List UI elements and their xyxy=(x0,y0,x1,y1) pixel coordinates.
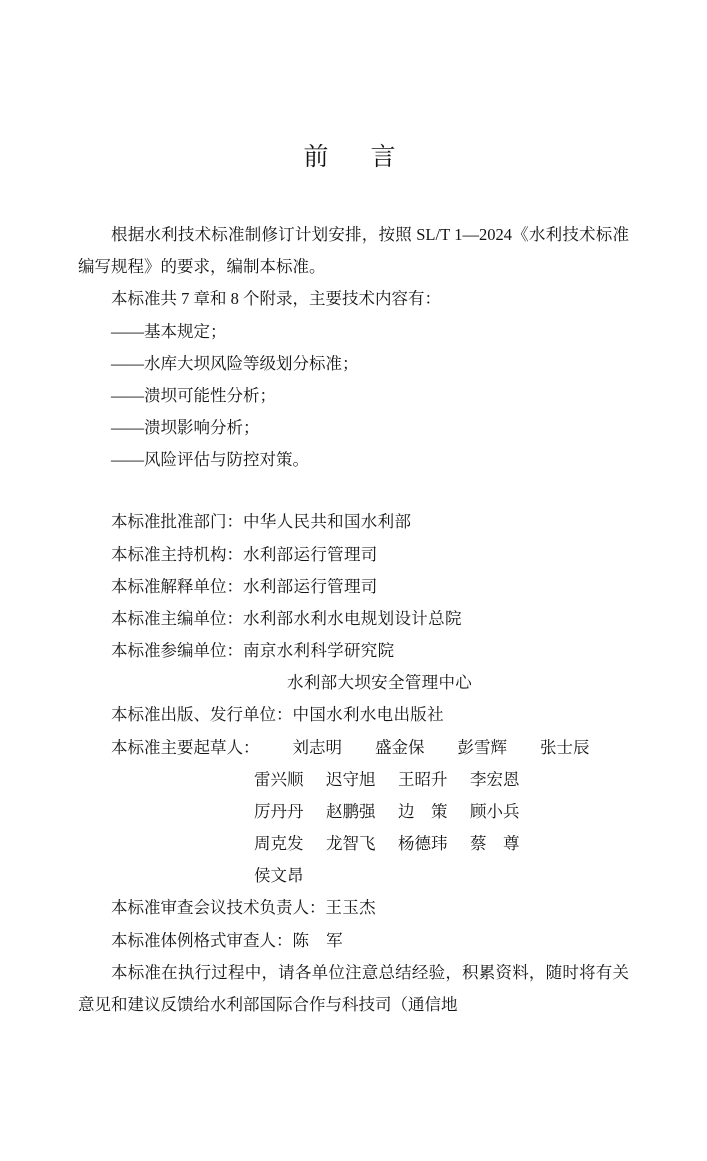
drafters-label: 本标准主要起草人： xyxy=(111,737,260,757)
section-spacer xyxy=(78,476,629,506)
field-value: 陈 军 xyxy=(292,930,343,950)
field-label: 本标准批准部门： xyxy=(111,512,243,532)
drafter-name: 赵鹏强 xyxy=(326,801,376,821)
drafter-name: 厉丹丹 xyxy=(254,801,304,821)
drafter-name: 顾小兵 xyxy=(470,801,520,821)
foreword-body xyxy=(78,219,629,1021)
list-item: ——基本规定； xyxy=(111,321,227,341)
drafters-row xyxy=(78,796,629,828)
drafter-name: 刘志明 xyxy=(292,737,342,757)
drafter-name: 彭雪辉 xyxy=(457,737,507,757)
field-value: 水利部水利水电规划设计总院 xyxy=(243,608,462,628)
drafters-row xyxy=(78,732,629,764)
drafter-name: 盛金保 xyxy=(375,737,425,757)
drafter-name: 边 策 xyxy=(398,801,448,821)
field-chief-editing-unit xyxy=(78,603,629,635)
field-value: 王玉杰 xyxy=(325,898,376,918)
paragraph-2: 本标准共 7 章和 8 个附录，主要技术内容有： xyxy=(111,289,441,309)
field-format-reviewer xyxy=(78,925,629,957)
field-publisher xyxy=(78,699,629,731)
drafter-name: 雷兴顺 xyxy=(254,769,304,789)
list-item: ——溃坝可能性分析； xyxy=(111,385,276,405)
field-host-organization xyxy=(78,539,629,571)
field-label: 本标准主持机构： xyxy=(111,544,243,564)
field-value: 水利部大坝安全管理中心 xyxy=(287,673,473,693)
drafter-name: 张士辰 xyxy=(540,737,590,757)
drafter-name: 蔡 尊 xyxy=(470,834,520,854)
drafter-name: 侯文昂 xyxy=(254,866,304,886)
list-item: ——水库大坝风险等级划分标准； xyxy=(111,353,359,373)
page-title xyxy=(78,137,629,173)
field-label: 本标准参编单位： xyxy=(111,641,243,661)
title-char-1: 前 xyxy=(303,144,337,171)
field-interpreting-unit xyxy=(78,571,629,603)
drafter-name: 杨德玮 xyxy=(398,834,448,854)
field-value: 南京水利科学研究院 xyxy=(243,641,395,661)
list-item: ——溃坝影响分析； xyxy=(111,418,260,438)
field-label: 本标准解释单位： xyxy=(111,576,243,596)
drafters-row xyxy=(78,764,629,796)
field-value: 中国水利水电出版社 xyxy=(292,705,444,725)
field-review-technical-lead xyxy=(78,892,629,924)
field-participating-unit-continued xyxy=(78,667,629,699)
paragraph-1: 根据水利技术标准制修订计划安排，按照 SL/T 1—2024《水利技术标准编写规程》的要求，编制本标准。 xyxy=(78,225,629,277)
document-page xyxy=(0,137,707,1161)
drafters-row xyxy=(78,828,629,860)
field-participating-unit xyxy=(78,635,629,667)
title-char-2: 言 xyxy=(370,144,404,171)
drafter-name: 李宏恩 xyxy=(470,769,520,789)
field-value: 水利部运行管理司 xyxy=(243,544,378,564)
field-label: 本标准体例格式审查人： xyxy=(111,930,293,950)
drafter-name: 王昭升 xyxy=(398,769,448,789)
drafter-name: 周克发 xyxy=(254,834,304,854)
field-value: 中华人民共和国水利部 xyxy=(243,512,412,532)
field-approval-department xyxy=(78,506,629,538)
field-label: 本标准主编单位： xyxy=(111,608,243,628)
drafters-row xyxy=(78,860,629,892)
field-label: 本标准出版、发行单位： xyxy=(111,705,293,725)
list-item: ——风险评估与防控对策。 xyxy=(111,450,309,470)
closing-paragraph: 本标准在执行过程中，请各单位注意总结经验，积累资料，随时将有关意见和建议反馈给水利部国际合作与科技司（通信地 xyxy=(78,962,629,1014)
drafter-name: 龙智飞 xyxy=(326,834,376,854)
drafter-name: 迟守旭 xyxy=(326,769,376,789)
field-value: 水利部运行管理司 xyxy=(243,576,378,596)
field-label: 本标准审查会议技术负责人： xyxy=(111,898,326,918)
